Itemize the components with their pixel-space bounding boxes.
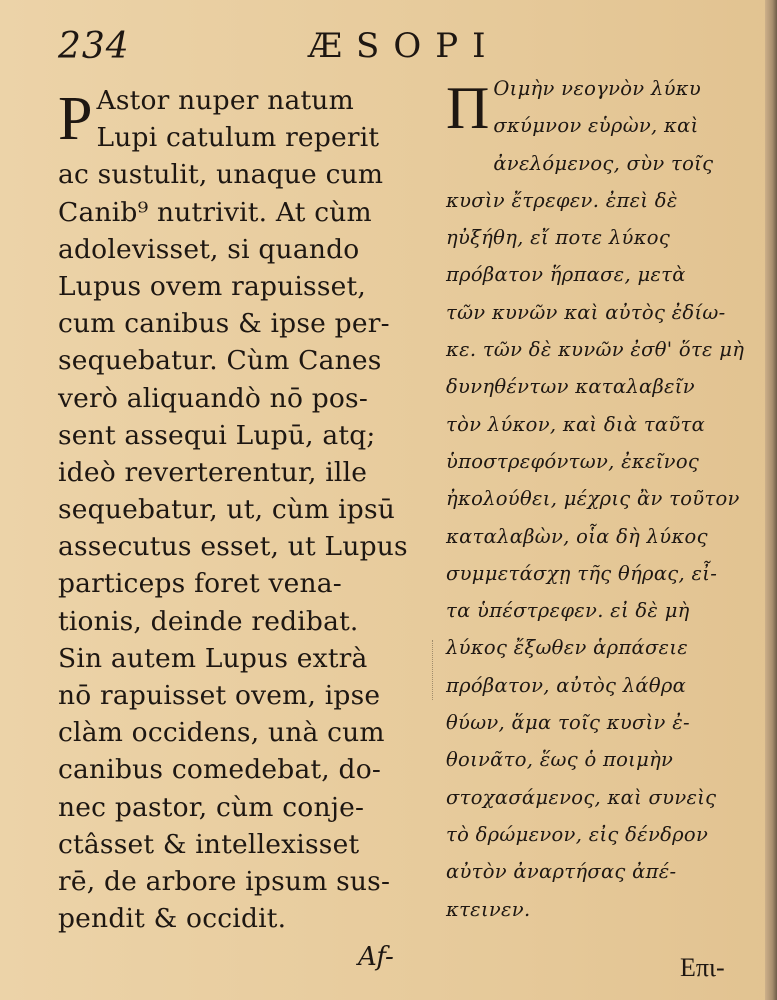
greek-line: κυσὶν ἔτρεφεν. ἐπεὶ δὲ [446,188,678,212]
latin-line: particeps foret vena- [58,568,342,600]
greek-line: ὑποστρεφόντων, ἐκεῖνος [446,449,700,473]
latin-line: cum canibus & ipse per- [58,308,390,340]
greek-line: Οιμὴν νεογνὸν λύκυ [493,77,701,100]
latin-line: Astor nuper natum [96,85,354,116]
latin-drop-cap: P [58,85,93,153]
latin-catchword: Af- [358,942,394,972]
greek-line: λύκος ἔξωθεν ἁρπάσειε [446,636,689,660]
latin-text-column [58,82,418,937]
latin-line: pendit & occidit. [58,903,287,935]
greek-line: καταλαβὼν, οἷα δὴ λύκος [446,524,708,548]
greek-line: θύων, ἅμα τοῖς κυσὶν ἐ- [446,711,690,735]
greek-line: σκύμνον εὑρὼν, καὶ [493,114,699,138]
page-gutter-edge [765,0,777,1000]
greek-line: ηὐξήθη, εἴ ποτε λύκος [446,226,671,250]
latin-line: clàm occidens, unà cum [58,717,385,749]
latin-line: canibus comedebat, do- [58,754,382,786]
greek-line: τὸ δρώμενον, εἰς δένδρον [446,822,709,846]
greek-line: αὐτὸν ἀναρτήσας ἀπέ- [446,860,677,884]
greek-line: δυνηθέντων καταλαβεῖν [446,375,695,399]
greek-line: πρόβατον, αὐτὸς λάθρα [446,673,687,697]
latin-line: rē, de arbore ipsum sus- [58,865,391,897]
latin-line: adolevisset, si quando [58,233,360,265]
greek-line: συμμετάσχῃ τῆς θήρας, εἶ- [446,561,718,585]
greek-line: κε. τῶν δὲ κυνῶν ἐσθ' ὅτε μὴ [446,338,745,362]
latin-line: Sin autem Lupus extrà [58,642,368,674]
column-divider [432,640,434,700]
latin-line: Canib⁹ nutrivit. At cùm [58,196,372,228]
greek-line: τὸν λύκον, καὶ διὰ ταῦτα [446,412,706,436]
greek-line: τα ὑπέστρεφεν. εἰ δὲ μὴ [446,599,690,623]
greek-catchword: Επι- [680,953,725,982]
latin-line: verò aliquandò nō pos- [58,382,369,414]
latin-line: ctâsset & intellexisset [58,828,360,860]
greek-text-column [446,70,766,928]
greek-line: ἠκολούθει, μέχρις ἂν τοῦτον [446,487,740,511]
greek-line: στοχασάμενος, καὶ συνεὶς [446,785,717,809]
greek-line: θοινᾶτο, ἕως ὁ ποιμὴν [446,748,674,772]
greek-line: τῶν κυνῶν καὶ αὐτὸς ἐδίω- [446,300,726,324]
greek-line: κτεινεν. [446,897,531,921]
latin-line: sent assequi Lupū, atq; [58,419,376,451]
latin-line: tionis, deinde redibat. [58,605,359,637]
latin-line: sequebatur. Cùm Canes [58,345,382,377]
latin-line: ideò reverterentur, ille [58,456,368,488]
latin-line: nō rapuisset ovem, ipse [58,680,381,711]
greek-line: πρόβατον ἥρπασε, μετὰ [446,263,686,287]
latin-line: ac sustulit, unaque cum [58,159,384,191]
page-number: 234 [58,26,130,67]
page-header [58,22,748,74]
latin-line: Lupi catulum reperit [96,122,380,154]
latin-line: assecutus esset, ut Lupus [58,531,408,563]
latin-line: sequebatur, ut, cùm ipsū [58,494,396,526]
running-head: ÆSOPI [308,26,500,66]
latin-line: Lupus ovem rapuisset, [58,270,367,302]
latin-line: nec pastor, cùm conje- [58,791,365,823]
greek-drop-cap: Π [446,75,490,141]
greek-line: ἀνελόμενος, σὺν τοῖς [493,151,714,175]
